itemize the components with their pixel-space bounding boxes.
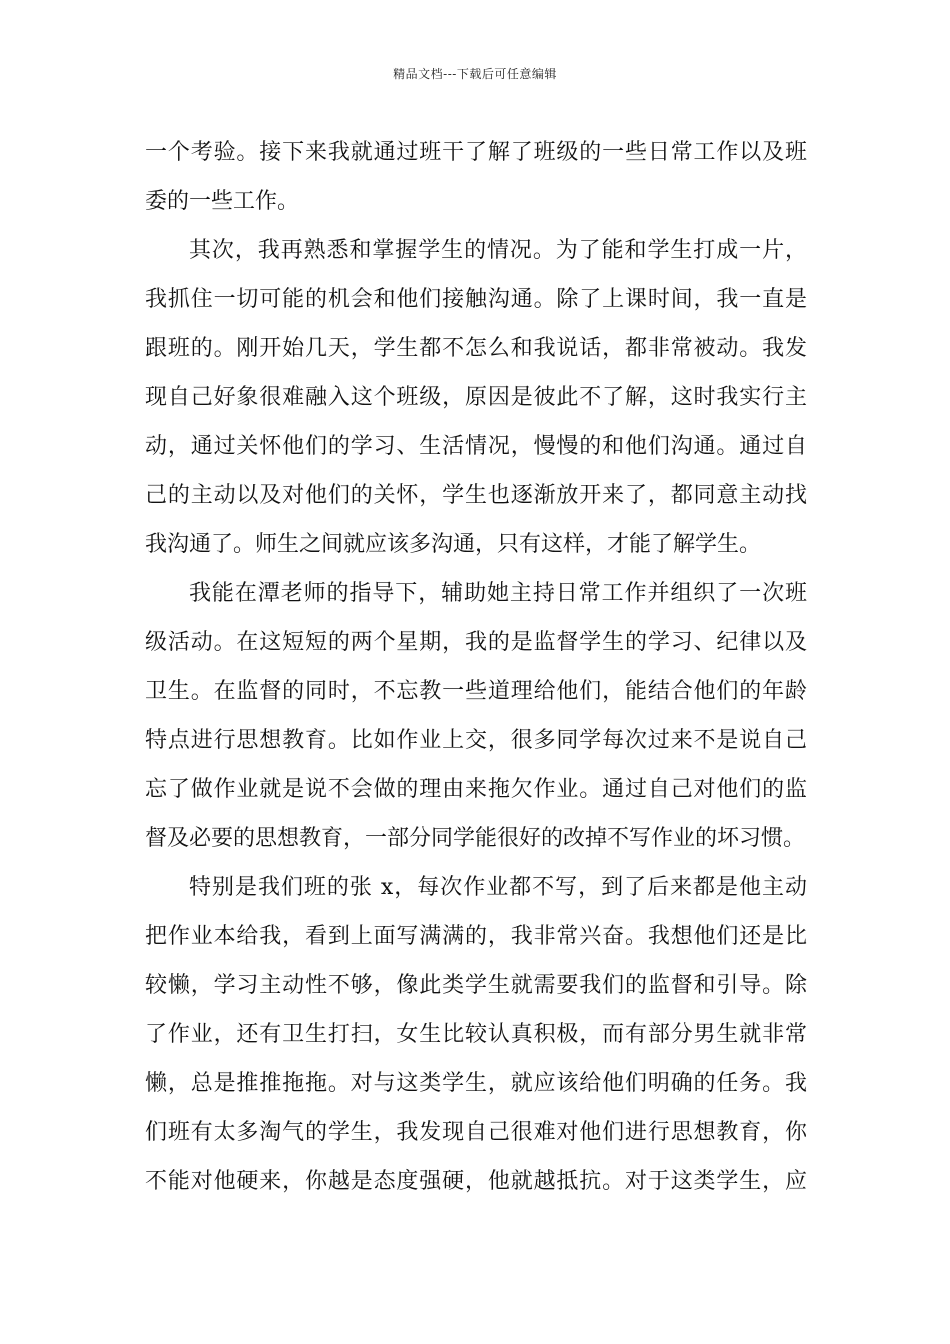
- text-line: 特别是我们班的张 x，每次作业都不写，到了后来都是他主动: [189, 875, 807, 900]
- text-line: 忘了做作业就是说不会做的理由来拖欠作业。通过自己对他们的监: [145, 777, 807, 802]
- text-line: 其次，我再熟悉和掌握学生的情况。为了能和学生打成一片，: [189, 238, 807, 263]
- text-line: 己的主动以及对他们的关怀，学生也逐渐放开来了，都同意主动找: [145, 483, 807, 508]
- text-line: 一个考验。接下来我就通过班干了解了班级的一些日常工作以及班: [145, 140, 807, 165]
- text-line: 级活动。在这短短的两个星期，我的是监督学生的学习、纪律以及: [145, 630, 807, 655]
- text-line: 特点进行思想教育。比如作业上交，很多同学每次过来不是说自己: [145, 728, 807, 753]
- text-line: 了作业，还有卫生打扫，女生比较认真积极，而有部分男生就非常: [145, 1022, 807, 1047]
- text-line: 动，通过关怀他们的学习、生活情况，慢慢的和他们沟通。通过自: [145, 434, 807, 459]
- text-line: 督及必要的思想教育，一部分同学能很好的改掉不写作业的坏习惯。: [145, 826, 806, 851]
- page-header: 精品文档---下载后可任意编辑: [393, 67, 557, 81]
- text-line: 较懒，学习主动性不够，像此类学生就需要我们的监督和引导。除: [145, 973, 807, 998]
- document-body: [145, 128, 807, 1206]
- text-line: 卫生。在监督的同时，不忘教一些道理给他们，能结合他们的年龄: [145, 679, 807, 704]
- text-line: 把作业本给我，看到上面写满满的，我非常兴奋。我想他们还是比: [145, 924, 807, 949]
- text-line: 我抓住一切可能的机会和他们接触沟通。除了上课时间，我一直是: [145, 287, 807, 312]
- text-line: 懒，总是推推拖拖。对与这类学生，就应该给他们明确的任务。我: [145, 1071, 807, 1096]
- text-line: 们班有太多淘气的学生，我发现自己很难对他们进行思想教育，你: [145, 1120, 807, 1145]
- text-line: 我沟通了。师生之间就应该多沟通，只有这样，才能了解学生。: [145, 532, 762, 557]
- text-line: 跟班的。刚开始几天，学生都不怎么和我说话，都非常被动。我发: [145, 336, 807, 361]
- text-line: 不能对他硬来，你越是态度强硬，他就越抵抗。对于这类学生，应: [145, 1169, 807, 1194]
- text-line: 现自己好象很难融入这个班级，原因是彼此不了解，这时我实行主: [145, 385, 807, 410]
- text-line: 委的一些工作。: [145, 189, 300, 214]
- text-line: 我能在潭老师的指导下，辅助她主持日常工作并组织了一次班: [189, 581, 807, 606]
